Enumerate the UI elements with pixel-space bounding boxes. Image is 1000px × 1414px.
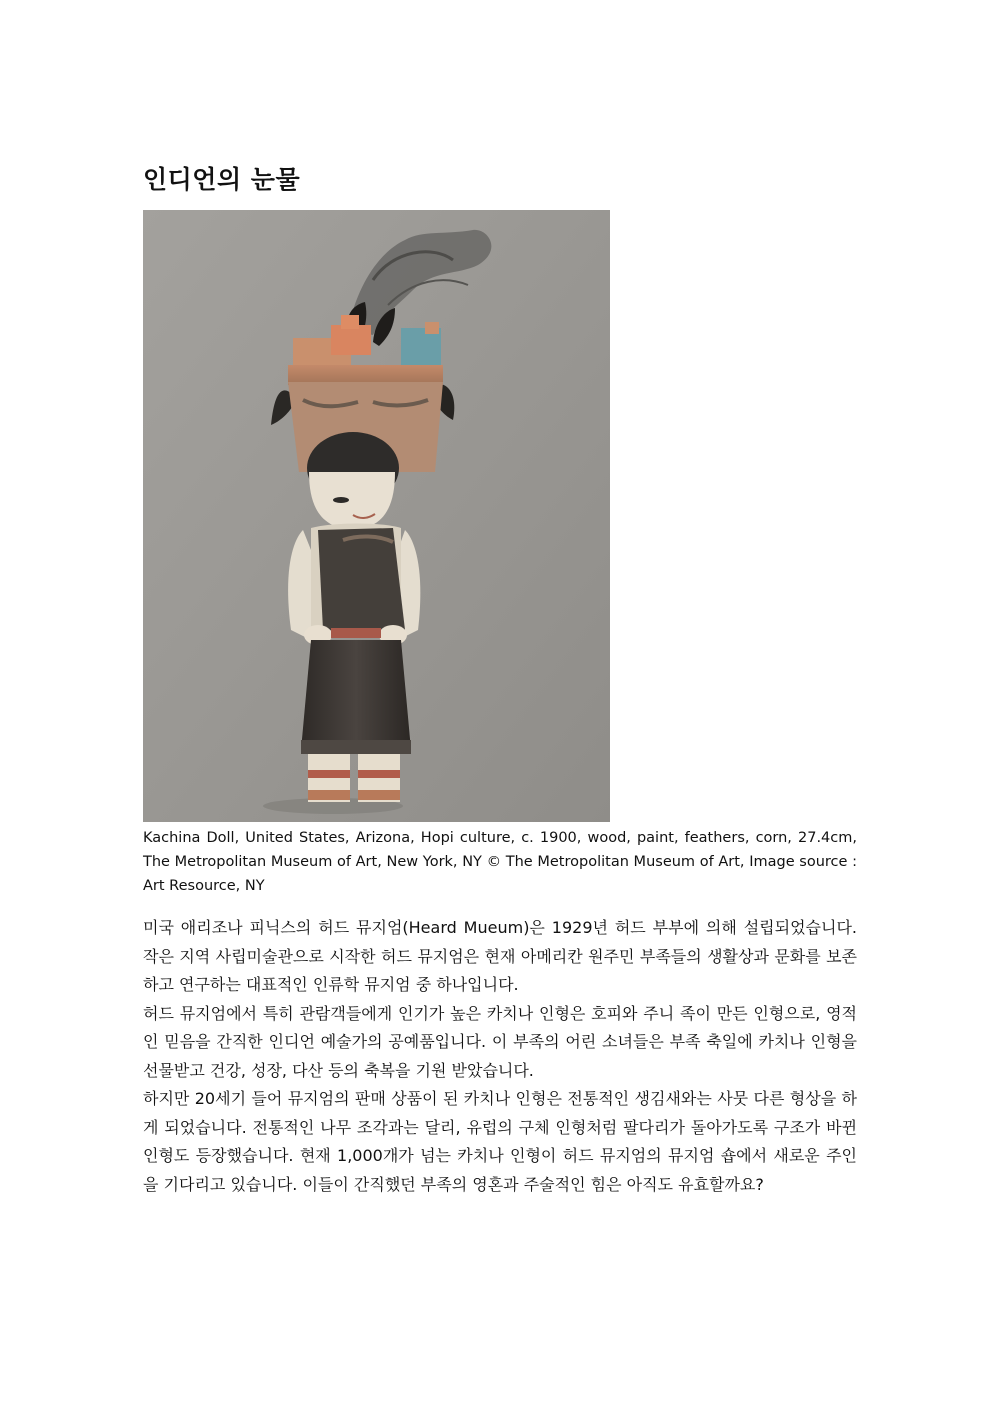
paragraph: 허드 뮤지엄에서 특히 관람객들에게 인기가 높은 카치나 인형은 호피와 주니 족이 만든 인형으로, 영적인 믿음을 간직한 인디언 예술가의 공예품입니다. 이 부족의 어린 소녀들은 부족 축일에 카치나 인형을 선물받고 건강, 성장, 다산 등의 축복을 기원 받았습니다.: [143, 1003, 857, 1080]
page-title: 인디언의 눈물: [143, 165, 301, 194]
article-body: [143, 914, 857, 1199]
paragraph: 하지만 20세기 들어 뮤지엄의 판매 상품이 된 카치나 인형은 전통적인 생김새와는 사뭇 다른 형상을 하게 되었습니다. 전통적인 나무 조각과는 달리, 유럽의 구체 인형처럼 팔다리가 돌아가도록 구조가 바뀐 인형도 등장했습니다. 현재 1,000개가 넘는 카치나 인형이 허드 뮤지엄의 뮤지엄 숍에서 새로운 주인을 기다리고 있습니다. 이들이 간직했던 부족의 영혼과 주술적인 힘은 아직도 유효할까요?: [143, 1089, 857, 1194]
photo-caption: Kachina Doll, United States, Arizona, Hopi culture, c. 1900, wood, paint, feathers, corn, 27.4cm, The Metropolitan Museum of Art, New York, NY © The Metropolitan Museum of Art, Image source : Art Resource, NY: [143, 830, 857, 894]
kachina-doll-photo: [143, 210, 610, 822]
paragraph: 미국 애리조나 피닉스의 허드 뮤지엄(Heard Mueum)은 1929년 허드 부부에 의해 설립되었습니다. 작은 지역 사립미술관으로 시작한 허드 뮤지엄은 현재 아메리칸 원주민 부족들의 생활상과 문화를 보존하고 연구하는 대표적인 인류학 뮤지엄 중 하나입니다.: [143, 918, 857, 994]
